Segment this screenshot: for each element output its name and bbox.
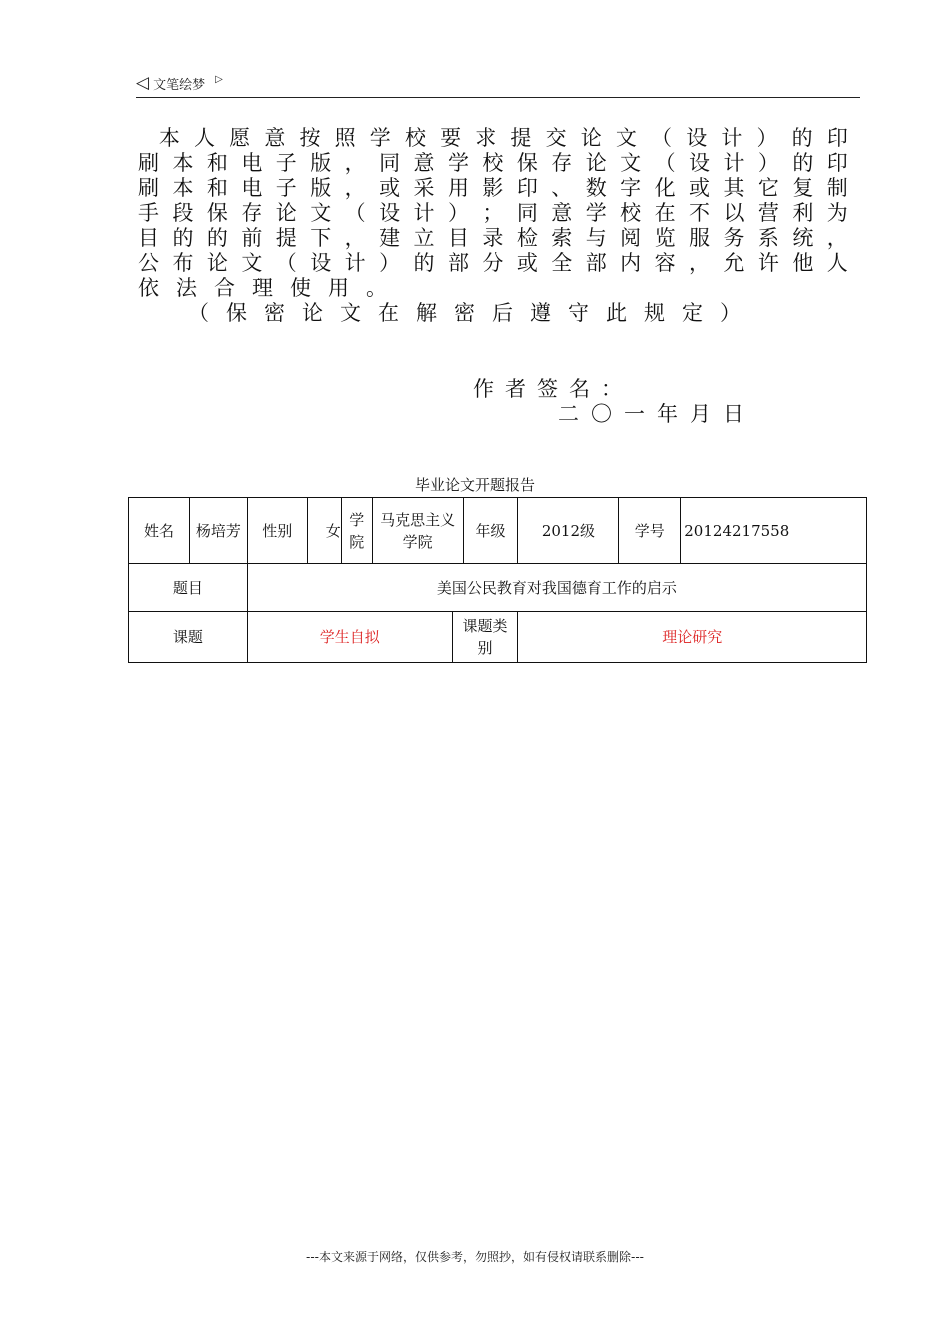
name-label: 姓名	[129, 498, 190, 564]
table-row	[129, 612, 867, 663]
student-id-value: 20124217558	[681, 498, 867, 564]
course-label: 课题	[129, 612, 248, 663]
declaration-line: （ 保 密 论 文 在 解 密 后 遵 守 此 规 定 ）	[188, 301, 741, 325]
declaration-line: 依 法 合 理 使 用 。	[138, 276, 387, 300]
grade-value: 2012级	[518, 498, 619, 564]
topic-value: 美国公民教育对我国德育工作的启示	[247, 564, 866, 612]
report-table	[128, 497, 867, 663]
grade-label: 年级	[463, 498, 518, 564]
page-header	[136, 74, 223, 93]
course-type-value: 理论研究	[518, 612, 867, 663]
student-id-label: 学号	[619, 498, 681, 564]
triangle-right-icon: ▷	[215, 74, 223, 85]
table-row	[129, 564, 867, 612]
gender-label: 性别	[247, 498, 307, 564]
declaration-line: 本 人 愿 意 按 照 学 校 要 求 提 交 论 文 （ 设 计 ） 的 印	[158, 126, 848, 150]
name-value: 杨培芳	[189, 498, 247, 564]
triangle-left-icon: ◁	[136, 73, 150, 93]
author-signature-label: 作者签名：	[473, 377, 633, 401]
gender-value: 女	[307, 498, 341, 564]
report-title: 毕业论文开题报告	[414, 476, 535, 494]
declaration-line: 公 布 论 文 （ 设 计 ） 的 部 分 或 全 部 内 容 ， 允 许 他 人	[138, 251, 848, 275]
declaration-line: 手 段 保 存 论 文 （ 设 计 ） ； 同 意 学 校 在 不 以 营 利 为	[138, 201, 848, 225]
topic-label: 题目	[129, 564, 248, 612]
course-value: 学生自拟	[247, 612, 452, 663]
declaration-line: 刷 本 和 电 子 版 ， 或 采 用 影 印 、 数 字 化 或 其 它 复 制	[138, 176, 848, 200]
college-label: 学院	[341, 498, 372, 564]
declaration-line: 目 的 的 前 提 下 ， 建 立 目 录 检 索 与 阅 览 服 务 系 统 ，	[138, 226, 848, 250]
table-row	[129, 498, 867, 564]
course-type-label: 课题类别	[452, 612, 518, 663]
college-value: 马克思主义学院	[372, 498, 463, 564]
header-brand: 文笔绘梦	[153, 78, 206, 93]
declaration-line: 刷 本 和 电 子 版 ， 同 意 学 校 保 存 论 文 （ 设 计 ） 的 印	[138, 151, 848, 175]
signature-date: 二〇一年月日	[558, 402, 756, 426]
header-divider	[136, 97, 860, 98]
declaration-paragraph	[138, 126, 848, 326]
footer-notice: ---本文来源于网络，仅供参考，勿照抄，如有侵权请联系删除---	[306, 1250, 644, 1264]
